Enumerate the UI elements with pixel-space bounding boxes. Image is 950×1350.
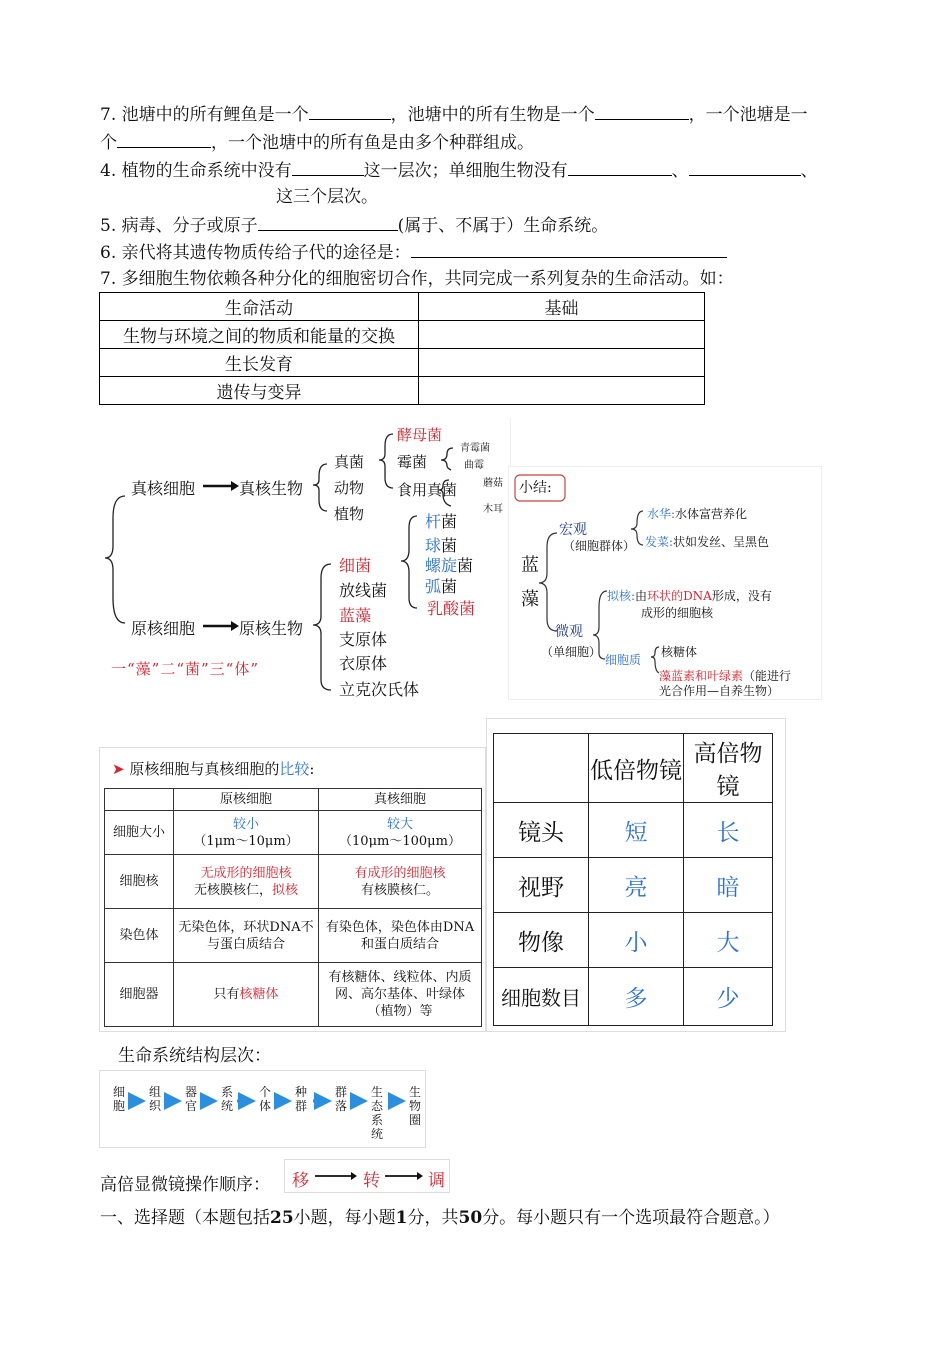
arrow-bullet-icon: ➤ xyxy=(112,760,125,778)
macro-label: 宏观 xyxy=(559,522,587,538)
comparison-title: ➤ 原核细胞与真核细胞的比较: xyxy=(112,760,315,778)
table-cell: 大 xyxy=(684,913,773,968)
level-organ: 器官 xyxy=(184,1085,197,1113)
table-cell: 长 xyxy=(684,803,773,858)
q7-text-3: ，一个池塘是一 xyxy=(688,105,808,125)
penicillium-label: 青霉菌 xyxy=(460,443,490,454)
levels-flow xyxy=(99,1070,426,1148)
q7-text-4: 个 xyxy=(100,133,117,153)
table-corner xyxy=(494,734,589,803)
cyano-char-2: 藻 xyxy=(521,589,539,610)
table-cell: 生物与环境之间的物质和能量的交换 xyxy=(100,321,419,349)
prokaryote-label: 原核生物 xyxy=(239,619,304,638)
table-header xyxy=(105,789,174,811)
level-population: 种群 xyxy=(294,1085,307,1113)
animal-label: 动物 xyxy=(334,479,365,497)
answer-blank[interactable] xyxy=(411,241,727,258)
vibrio-label: 弧菌 xyxy=(425,577,458,596)
microscope-table xyxy=(493,733,773,1026)
ribosome-label: 核糖体 xyxy=(661,645,698,659)
table-cell: 有染色体，染色体由DNA和蛋白质结合 xyxy=(319,909,482,963)
step-adjust: 调 xyxy=(428,1171,445,1191)
levels-title: 生命系统结构层次： xyxy=(118,1046,271,1066)
fungi-label: 真菌 xyxy=(334,453,365,471)
level-ecosystem: 生态系统 xyxy=(370,1085,383,1141)
table-cell-blank[interactable] xyxy=(419,377,705,405)
q5-text-2: (属于、不属于）生命系统。 xyxy=(397,216,609,236)
step-move: 移 xyxy=(292,1171,309,1191)
table-cell: 多 xyxy=(589,968,684,1026)
chlamydia-label: 衣原体 xyxy=(339,654,388,673)
cyanobacteria-summary xyxy=(508,466,822,700)
row-label: 染色体 xyxy=(105,909,174,963)
pigment-desc: 光合作用—自养生物） xyxy=(659,684,780,698)
row-label: 细胞大小 xyxy=(105,811,174,855)
answer-blank[interactable] xyxy=(568,159,672,176)
level-community: 群落 xyxy=(334,1085,347,1113)
rod-bacteria-label: 杆菌 xyxy=(425,512,458,531)
summary-title: 小结: xyxy=(519,480,552,496)
eukaryotic-cell-label: 真核细胞 xyxy=(131,479,196,498)
row-label: 细胞器 xyxy=(105,963,174,1027)
table-cell: 无成形的细胞核 无核膜核仁，拟核 xyxy=(174,855,319,909)
life-activity-table xyxy=(99,292,705,405)
nucleoid-desc: 成形的细胞核 xyxy=(641,606,714,620)
row-label: 镜头 xyxy=(494,803,589,858)
question-7-line-1 xyxy=(100,103,808,126)
bacteria-label: 细菌 xyxy=(339,556,372,575)
cocci-label: 球菌 xyxy=(425,536,458,555)
spirillum-label: 螺旋菌 xyxy=(425,556,474,575)
wood-ear-label: 木耳 xyxy=(483,504,503,515)
table-header: 基础 xyxy=(419,293,705,321)
row-label: 视野 xyxy=(494,858,589,913)
table-cell: 亮 xyxy=(589,858,684,913)
section-heading: 一、选择题（本题包括25小题，每小题1分，共50分。每小题只有一个选项最符合题意。） xyxy=(100,1208,780,1228)
q4-text-3: 、 xyxy=(671,161,689,181)
comparison-panel xyxy=(99,747,486,1032)
q7-text-5: ，一个池塘中的所有鱼是由多个种群组成。 xyxy=(211,133,534,153)
table-cell: 较小 （1μm～10μm） xyxy=(174,811,319,855)
macro-sub: （细胞群体） xyxy=(563,539,636,553)
level-tissue: 组织 xyxy=(148,1085,161,1113)
level-biosphere: 生物圈 xyxy=(408,1085,421,1127)
question-7-line-2 xyxy=(100,131,534,154)
q4-text-4: 、 xyxy=(800,161,818,181)
answer-blank[interactable] xyxy=(117,131,211,148)
table-header: 原核细胞 xyxy=(174,789,319,811)
answer-blank[interactable] xyxy=(595,103,689,120)
question-6 xyxy=(100,241,727,264)
micro-sub: （单细胞） xyxy=(541,645,602,659)
answer-blank[interactable] xyxy=(292,159,364,176)
table-cell: 有核糖体、线粒体、内质网、高尔基体、叶绿体 （植物）等 xyxy=(319,963,482,1027)
table-cell: 生长发育 xyxy=(100,349,419,377)
operation-label: 高倍显微镜操作顺序： xyxy=(100,1175,270,1195)
classification-diagram xyxy=(99,418,511,699)
shuihua-item: 水华:水体富营养化 xyxy=(647,507,748,521)
level-system: 系统 xyxy=(220,1085,233,1113)
rickettsia-label: 立克次氏体 xyxy=(339,680,420,699)
plant-label: 植物 xyxy=(334,505,365,523)
table-cell: 暗 xyxy=(684,858,773,913)
q4-text-2: 这一层次；单细胞生物没有 xyxy=(363,161,568,181)
q6-text: 6. 亲代将其遗传物质传给子代的途径是： xyxy=(100,243,411,263)
facai-item: 发菜:状如发丝、呈黑色 xyxy=(645,535,770,549)
step-arrows xyxy=(285,1160,449,1192)
eukaryote-label: 真核生物 xyxy=(239,479,304,498)
row-label: 细胞核 xyxy=(105,855,174,909)
yeast-label: 酵母菌 xyxy=(397,426,443,444)
answer-blank[interactable] xyxy=(309,103,391,120)
mushroom-label: 蘑菇 xyxy=(483,478,503,489)
table-cell: 较大 （10μm～100μm） xyxy=(319,811,482,855)
lactobacillus-label: 乳酸菌 xyxy=(427,599,476,618)
q4-text-5: 这三个层次。 xyxy=(276,187,378,207)
mnemonic-text: 一“藻”二“菌”三“体” xyxy=(111,660,260,678)
high-power-header: 高倍物镜 xyxy=(684,734,773,803)
table-cell: 小 xyxy=(589,913,684,968)
row-label: 物像 xyxy=(494,913,589,968)
q5-text-1: 5. 病毒、分子或原子 xyxy=(100,216,258,236)
table-cell-blank[interactable] xyxy=(419,349,705,377)
q7-text-2: ，池塘中的所有生物是一个 xyxy=(390,105,595,125)
summary-brackets xyxy=(509,467,821,699)
cytoplasm-label: 细胞质 xyxy=(605,653,642,667)
table-cell: 有成形的细胞核 有核膜核仁。 xyxy=(319,855,482,909)
table-cell: 只有核糖体 xyxy=(174,963,319,1027)
prokaryotic-cell-label: 原核细胞 xyxy=(131,619,196,638)
table-cell: 短 xyxy=(589,803,684,858)
cyano-char-1: 蓝 xyxy=(521,555,539,576)
nucleoid-item: 拟核:由环状的DNA形成，没有 xyxy=(607,589,772,603)
step-turn: 转 xyxy=(363,1171,380,1191)
table-cell: 无染色体，环状DNA不与蛋白质结合 xyxy=(174,909,319,963)
flow-arrows xyxy=(100,1071,425,1147)
operation-flow xyxy=(284,1159,450,1193)
level-individual: 个体 xyxy=(258,1085,271,1113)
pigment-item: 藻蓝素和叶绿素（能进行 xyxy=(659,669,792,683)
question-7b xyxy=(100,268,734,290)
question-4-line-1 xyxy=(100,159,818,182)
micro-label: 微观 xyxy=(555,624,583,640)
question-5 xyxy=(100,214,608,237)
mycoplasma-label: 支原体 xyxy=(339,630,388,649)
table-cell: 遗传与变异 xyxy=(100,377,419,405)
microscope-panel xyxy=(486,718,786,1032)
mold-label: 霉菌 xyxy=(397,453,428,471)
q7-text-1: 7. 池塘中的所有鲤鱼是一个 xyxy=(100,105,309,125)
table-header: 真核细胞 xyxy=(319,789,482,811)
table-header: 生命活动 xyxy=(100,293,419,321)
actinomycete-label: 放线菌 xyxy=(339,581,388,600)
level-cell: 细胞 xyxy=(112,1085,125,1113)
answer-blank[interactable] xyxy=(689,159,801,176)
low-power-header: 低倍物镜 xyxy=(589,734,684,803)
table-cell-blank[interactable] xyxy=(419,321,705,349)
comparison-table xyxy=(104,788,482,1027)
edible-fungi-label: 食用真菌 xyxy=(397,481,458,499)
answer-blank[interactable] xyxy=(258,214,398,231)
cyanobacteria-label: 蓝藻 xyxy=(339,606,372,625)
row-label: 细胞数目 xyxy=(494,968,589,1026)
table-cell: 少 xyxy=(684,968,773,1026)
question-4-line-2 xyxy=(276,186,378,208)
q4-text-1: 4. 植物的生命系统中没有 xyxy=(100,161,292,181)
q7b-text: 7. 多细胞生物依赖各种分化的细胞密切合作，共同完成一系列复杂的生命活动。如： xyxy=(100,269,734,289)
aspergillus-label: 曲霉 xyxy=(464,460,484,471)
